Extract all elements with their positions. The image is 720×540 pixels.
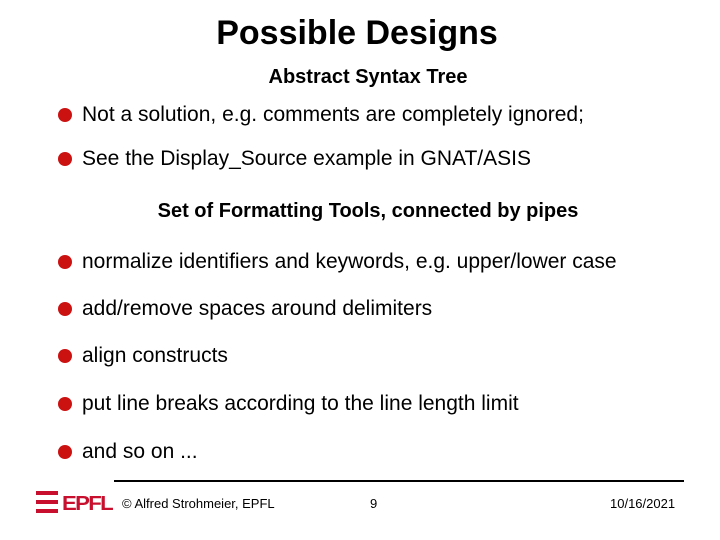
bullet-item — [58, 147, 531, 171]
bullet-dot-icon — [58, 255, 72, 269]
bullet-text: align constructs — [82, 344, 228, 367]
bullet-item — [58, 392, 519, 416]
bullet-text: Not a solution, e.g. comments are completely ignored; — [82, 103, 584, 126]
footer-author: © Alfred Strohmeier, EPFL — [122, 496, 275, 511]
bullet-dot-icon — [58, 445, 72, 459]
bullet-text: put line breaks according to the line length limit — [82, 392, 519, 415]
bullet-text: normalize identifiers and keywords, e.g. upper/lower case — [82, 250, 617, 273]
bullet-item — [58, 344, 228, 368]
bullet-dot-icon — [58, 349, 72, 363]
bullet-text: add/remove spaces around delimiters — [82, 297, 433, 320]
bullet-text: See the Display_Source example in GNAT/ASIS — [82, 147, 531, 170]
section-heading-tools: Set of Formatting Tools, connected by pipes — [157, 200, 579, 222]
bullet-text: and so on ... — [82, 440, 198, 463]
footer-page-number: 9 — [370, 496, 378, 511]
slide-title: Possible Designs — [216, 14, 498, 52]
epfl-logo — [36, 490, 114, 514]
bullet-item — [58, 250, 617, 274]
bullet-item — [58, 103, 584, 127]
bullet-dot-icon — [58, 397, 72, 411]
bullet-item — [58, 297, 432, 321]
footer-divider — [114, 480, 684, 482]
bullet-dot-icon — [58, 152, 72, 166]
footer-date: 10/16/2021 — [610, 496, 676, 511]
section-heading-ast: Abstract Syntax Tree — [268, 66, 468, 88]
epfl-logo-text: EPFL — [62, 493, 114, 514]
bullet-dot-icon — [58, 108, 72, 122]
bullet-item — [58, 440, 198, 464]
bullet-dot-icon — [58, 302, 72, 316]
